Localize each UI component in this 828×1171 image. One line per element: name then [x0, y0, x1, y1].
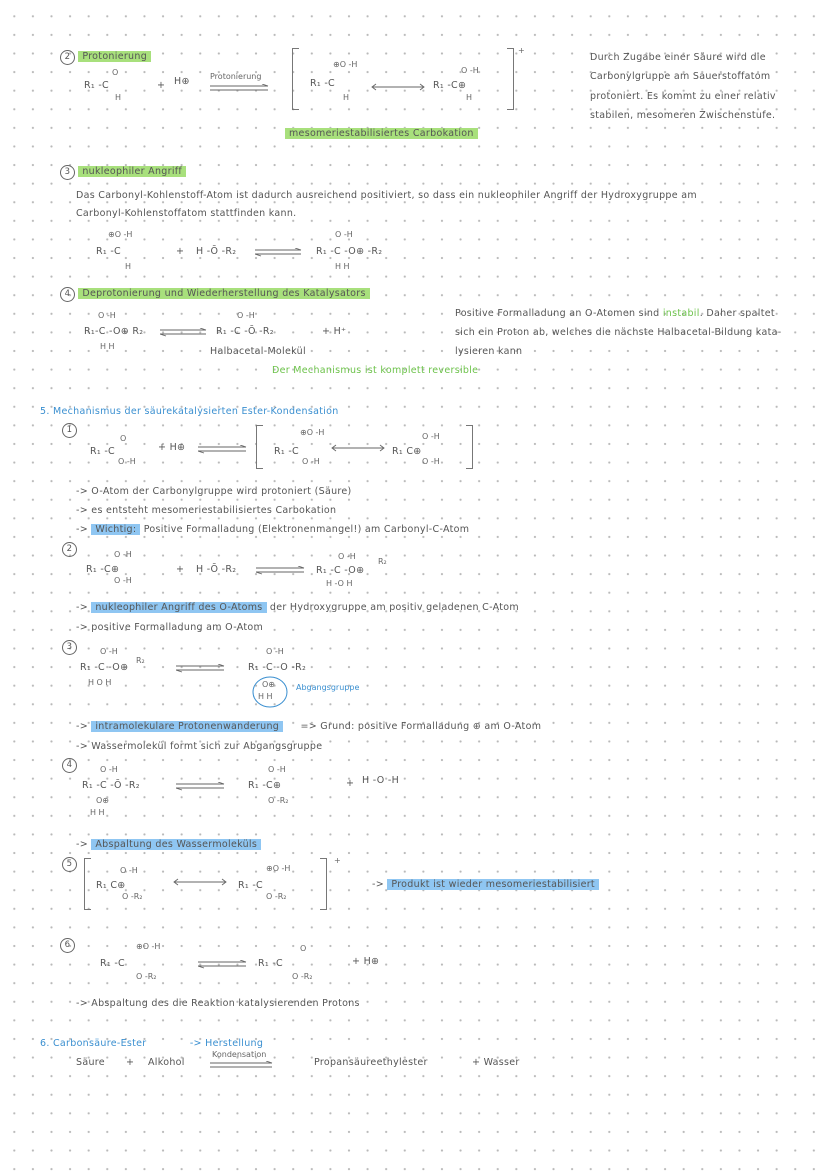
- equilibrium-arrow: [198, 445, 248, 455]
- bracket-right: [320, 858, 327, 910]
- arrow-prefix: ->: [76, 602, 88, 613]
- formula-1-mid: R₁ -C⊕: [86, 564, 120, 575]
- highlight-angriff: nukleophiler Angriff des O-Atoms: [91, 602, 266, 613]
- formula-2-proton: + H⁺: [322, 326, 347, 337]
- mesomer-1-top: ⊕O -H: [333, 60, 358, 69]
- note-1: -> Abspaltung des die Reaktion katalysierenden Protons: [76, 998, 360, 1009]
- description-line-2: Carbonylgruppe am Sauerstoffatom: [590, 71, 771, 82]
- formula-1-mid: R₁ -C: [96, 246, 121, 257]
- resonance-arrow: [330, 444, 386, 452]
- equation-saure: Säure: [76, 1057, 105, 1068]
- description-line-3: lysieren kann: [455, 346, 523, 357]
- equilibrium-arrow: [210, 84, 270, 94]
- note-1: [76, 721, 541, 732]
- formula-1-mid: R₁ -C: [100, 958, 125, 969]
- formula-3-top: O -H: [338, 552, 356, 561]
- mesomer-2-h: H: [466, 93, 473, 102]
- step-2-header: [60, 50, 151, 65]
- mesomer-2-mid: R₁ -C⊕: [433, 80, 467, 91]
- plus-sign: +: [176, 564, 185, 575]
- mesomer-2-mid: R₁ C⊕: [392, 446, 422, 457]
- note-3: [76, 524, 469, 535]
- note-1: [76, 602, 519, 613]
- mesomer-2-mid: R₁ -C: [238, 880, 263, 891]
- formula-2-mid: R₁ -C -O -R₂: [248, 662, 307, 673]
- note-text: Positive Formalladung (Elektronenmangel!) am Carbonyl-C-Atom: [143, 524, 470, 535]
- section-5-title: 5. Mechanismus der säurekatalysierten Ester-Kondensation: [40, 406, 339, 417]
- formula-2-top: O -H: [266, 647, 284, 656]
- formula-2: H -Ō -R₂: [196, 246, 237, 257]
- step-number: 3: [62, 640, 77, 655]
- description-text: . Daher spaltet: [699, 308, 775, 319]
- step-number: 6: [60, 938, 75, 953]
- formula-1-top: O -H: [98, 311, 116, 320]
- mesomer-2-top: O -H: [422, 432, 440, 441]
- formula-2-bot: O -R₂: [292, 972, 313, 981]
- step-5-number: [62, 857, 77, 872]
- highlight-abspaltung: Abspaltung des Wassermoleküls: [91, 839, 261, 850]
- arrow-prefix: ->: [76, 839, 88, 850]
- equilibrium-arrow: [198, 960, 248, 970]
- formula-2-mid: R₁ -C⊕: [248, 780, 282, 791]
- formula-1-mid: R₁-C -O⊕ R₂: [84, 326, 144, 337]
- formula-3-mid: R₁ -C -O⊕ -R₂: [316, 246, 383, 257]
- formula-1-top: ⊕O -H: [136, 942, 161, 951]
- formula-carbonyl: R₁ -C: [84, 80, 109, 91]
- mesomer-2-top: O -H: [461, 66, 479, 75]
- formula-3-top: O -H: [335, 230, 353, 239]
- formula-2-top: O -H: [268, 765, 286, 774]
- formula-2-top: O: [300, 944, 307, 953]
- formula-3-h: H H: [335, 262, 350, 271]
- formula-2-bot: O -R₂: [268, 796, 289, 805]
- paragraph-line-1: Das Carbonyl-Kohlenstoff-Atom ist dadurch ausreichend positiviert, so dass ein nukleophiler Angriff der Hydroxygruppe am: [76, 190, 697, 201]
- step-number: 1: [62, 423, 77, 438]
- proton: H⊕: [174, 76, 190, 87]
- description-line-1: [455, 308, 775, 319]
- mesomer-1-mid: R₁ -C: [274, 446, 299, 457]
- formula-1-bot: O -H: [114, 576, 132, 585]
- equation-water: + Wasser: [472, 1057, 520, 1068]
- formula-1-top: ⊕O -H: [108, 230, 133, 239]
- description-line-3: protoniert. Es kommt zu einer relativ: [590, 91, 776, 102]
- note-1: -> O-Atom der Carbonylgruppe wird protoniert (Säure): [76, 486, 352, 497]
- equilibrium-arrow: [160, 328, 208, 338]
- mesomer-1-top: ⊕O -H: [300, 428, 325, 437]
- mesomer-2-bot: O -R₂: [266, 892, 287, 901]
- formula-1-mid: R₁ -C: [90, 446, 115, 457]
- description-line-1: Durch Zugabe einer Säure wird die: [590, 52, 766, 63]
- step-3-number: [62, 640, 77, 655]
- reaction-arrow: [210, 1061, 274, 1071]
- step-3-header: [60, 165, 186, 180]
- highlight-produkt: Produkt ist wieder mesomeriestabilisiert: [387, 879, 599, 890]
- mesomer-2-bot: O -H: [422, 457, 440, 466]
- step-4-number: [62, 758, 77, 773]
- herstellung-label: -> Herstellung: [189, 1038, 264, 1049]
- instabil-word: instabil: [662, 308, 700, 319]
- formula-2: H -Ō -R₂: [196, 564, 237, 575]
- plus-sign: +: [176, 246, 185, 257]
- equilibrium-arrow: [176, 782, 226, 792]
- formula-oxygen: O: [112, 68, 119, 77]
- highlight-wichtig: Wichtig:: [91, 524, 140, 535]
- note-2: -> Wassermolekül formt sich zur Abgangsgruppe: [76, 741, 323, 752]
- equation-plus: +: [126, 1057, 135, 1068]
- note-1: [372, 879, 599, 890]
- arrow-prefix: ->: [76, 721, 88, 732]
- step-number: 2: [62, 542, 77, 557]
- arrow-label: Kondensation: [212, 1050, 267, 1059]
- formula-1-h: H H: [100, 342, 115, 351]
- step-number: 4: [62, 758, 77, 773]
- bracket-right: [466, 425, 473, 469]
- mesomer-1-bot: O -H: [302, 457, 320, 466]
- formula-3-r: R₂: [378, 557, 387, 566]
- formula-1-top: O -H: [100, 647, 118, 656]
- equilibrium-arrow: [176, 664, 226, 674]
- equilibrium-arrow: [255, 248, 303, 258]
- step-title: nukleophiler Angriff: [78, 166, 186, 177]
- mesomer-1-top: O -H: [120, 866, 138, 875]
- formula-2-mid: R₁ -C: [258, 958, 283, 969]
- section-6-header: [40, 1038, 263, 1049]
- section-6-title: 6. Carbonsäure-Ester: [40, 1038, 147, 1049]
- note-2: -> es entsteht mesomeriestabilisiertes Carbokation: [76, 505, 337, 516]
- equation-product: Propansäureethylester: [314, 1057, 428, 1068]
- equation-alkohol: Alkohol: [148, 1057, 185, 1068]
- description-line-4: stabilen, mesomeren Zwischenstufe.: [590, 110, 776, 121]
- formula-1-mid: R₁ -C -O⊕: [80, 662, 129, 673]
- description-text: Positive Formalladung an O-Atomen sind: [455, 308, 663, 319]
- arrow-prefix: ->: [372, 879, 384, 890]
- abgangsgruppe-label: Abgangsgruppe: [296, 683, 360, 692]
- paragraph-line-2: Carbonyl-Kohlenstoffatom stattfinden kann.: [76, 208, 297, 219]
- highlight-protonenwanderung: intramolekulare Protonenwanderung: [91, 721, 283, 732]
- step-title: Deprotonierung und Wiederherstellung des Katalysators: [78, 288, 369, 299]
- bracket-right: [507, 48, 514, 110]
- formula-1-h: H: [125, 262, 132, 271]
- resonance-arrow: [370, 83, 426, 91]
- mesomer-1-bot: O -R₂: [122, 892, 143, 901]
- halbacetal-label: Halbacetal-Molekül: [210, 346, 306, 357]
- resonance-arrow: [172, 878, 228, 886]
- step-number: 3: [60, 165, 75, 180]
- formula-1-bot: O -R₂: [136, 972, 157, 981]
- bracket-left: [256, 425, 263, 469]
- proton: + H⊕: [158, 442, 186, 453]
- step-title: Protonierung: [78, 51, 151, 62]
- charge-sign: +: [518, 46, 525, 55]
- bracket-left: [84, 858, 91, 910]
- formula-1-bot: O -H: [118, 457, 136, 466]
- mesomer-1-mid: R₁ -C: [310, 78, 335, 89]
- formula-1-top: O -H: [100, 765, 118, 774]
- note-2: -> positive Formalladung am O-Atom: [76, 622, 264, 633]
- formula-2-mid: R₁ -C -Ō -R₂: [216, 326, 274, 337]
- step-1-number: [62, 423, 77, 438]
- note-1: [76, 839, 261, 850]
- step-number: 4: [60, 287, 75, 302]
- step-4-header: [60, 287, 370, 302]
- mesomer-label: mesomeriestabilisiertes Carbokation: [285, 128, 478, 139]
- step-number: 2: [60, 50, 75, 65]
- formula-1-bot: O⊕: [96, 796, 109, 805]
- plus-sign: +: [157, 80, 166, 91]
- formula-h: H: [115, 93, 122, 102]
- charge-sign: +: [334, 856, 341, 865]
- mesomer-2-top: ⊕O -H: [266, 864, 291, 873]
- mesomer-1-mid: R₁ C⊕: [96, 880, 126, 891]
- formula-1-h: H H: [90, 808, 105, 817]
- formula-3-bot: H -O H: [326, 579, 353, 588]
- equilibrium-arrow: [256, 566, 306, 576]
- formula-1-r: R₂: [136, 656, 145, 665]
- mesomer-1-h: H: [343, 93, 350, 102]
- formula-1-top: O -H: [114, 550, 132, 559]
- plus-sign: +: [346, 778, 355, 789]
- formula-2-bot: O⊕: [262, 680, 275, 689]
- description-line-2: sich ein Proton ab, welches die nächste Halbacetal-Bildung kata-: [455, 327, 782, 338]
- formula-1-top: O: [120, 434, 127, 443]
- formula-3-mid: R₁ -C -O⊕: [316, 565, 365, 576]
- proton: + H⊕: [352, 956, 380, 967]
- step-6-number: [60, 938, 75, 953]
- formula-1-bot: H O H: [88, 678, 112, 687]
- reversible-note: Der Mechanismus ist komplett reversible: [272, 365, 479, 376]
- formula-2-top: O -H: [237, 311, 255, 320]
- note-text: der Hydroxygruppe am positiv geladenen C-Atom: [269, 602, 519, 613]
- bracket-left: [292, 48, 299, 110]
- formula-1-mid: R₁ -C -Ō -R₂: [82, 780, 140, 791]
- note-text: => Grund: positive Formalladung ⊕ am O-Atom: [300, 721, 542, 732]
- arrow-prefix: ->: [76, 524, 88, 535]
- water-molecule: H -O -H: [362, 775, 400, 786]
- step-2-number: [62, 542, 77, 557]
- formula-2-h: H H: [258, 692, 273, 701]
- arrow-label: Protonierung: [210, 72, 262, 81]
- step-number: 5: [62, 857, 77, 872]
